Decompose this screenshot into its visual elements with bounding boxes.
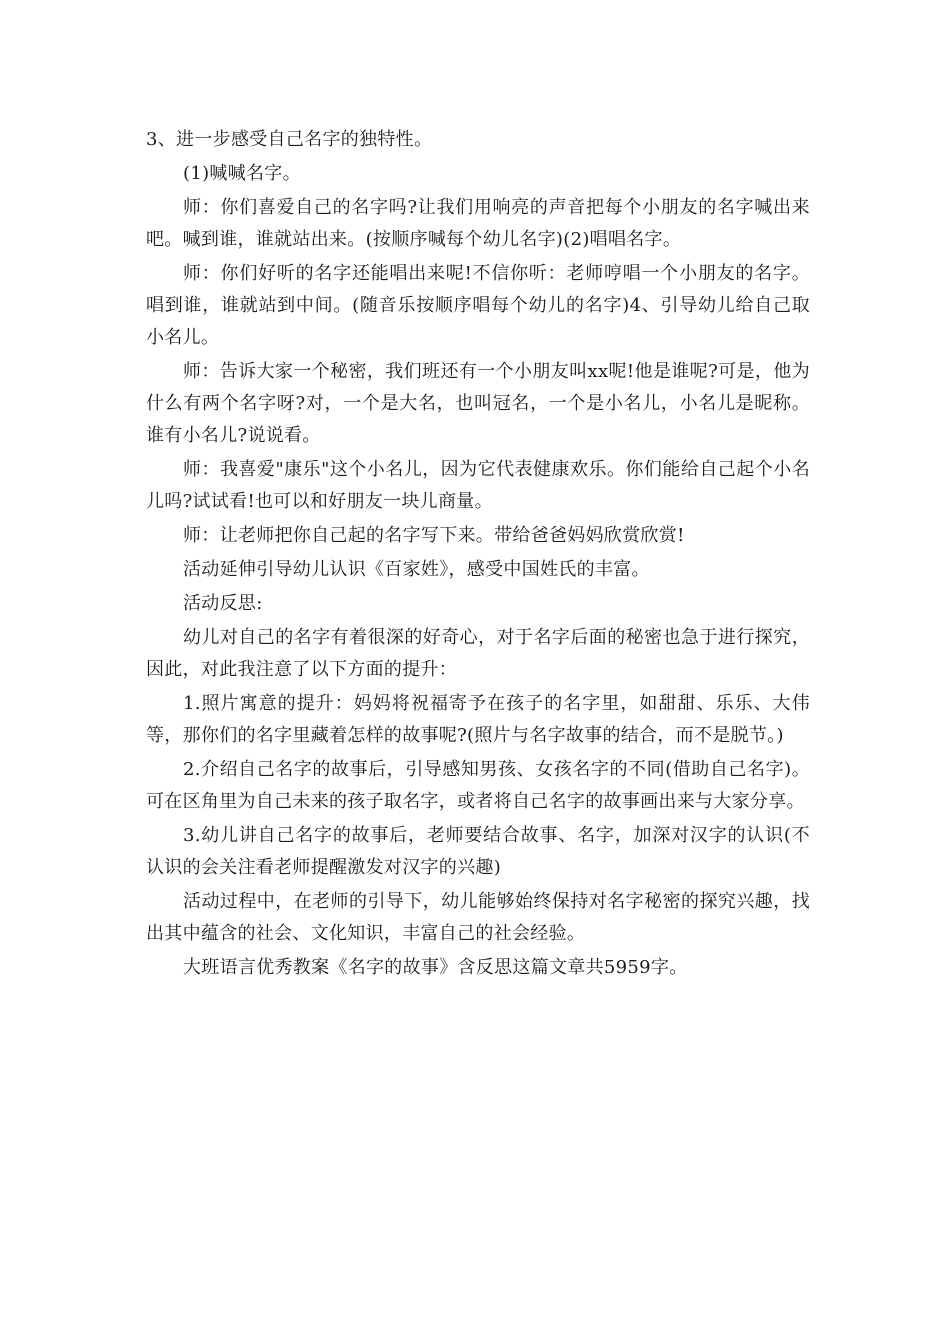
paragraph-process-summary: 活动过程中，在老师的引导下，幼儿能够始终保持对名字秘密的探究兴趣，找出其中蕴含的社会、文化知识，丰富自己的社会经验。	[146, 891, 810, 944]
paragraph-teacher-write: 师：让老师把你自己起的名字写下来。带给爸爸妈妈欣赏欣赏!	[183, 525, 685, 546]
paragraph-reflection-intro: 幼儿对自己的名字有着很深的好奇心，对于名字后面的秘密也急于进行探究，因此，对此我注意了以下方面的提升：	[146, 627, 810, 680]
paragraph-extension: 活动延伸引导幼儿认识《百家姓》，感受中国姓氏的丰富。	[183, 559, 650, 580]
paragraph-teacher-sing: 师：你们好听的名字还能唱出来呢!不信你听：老师哼唱一个小朋友的名字。唱到谁，谁就站到中间。(随音乐按顺序唱每个幼儿的名字)4、引导幼儿给自己取小名儿。	[146, 263, 810, 348]
paragraph-teacher-nickname: 师：我喜爱"康乐"这个小名儿，因为它代表健康欢乐。你们能给自己起个小名儿吗?试试看!也可以和好朋友一块儿商量。	[146, 459, 810, 512]
paragraph-reflection-heading: 活动反思:	[183, 593, 263, 614]
paragraph-call-names: (1)喊喊名字。	[183, 163, 301, 184]
paragraph-word-count: 大班语言优秀教案《名字的故事》含反思这篇文章共5959字。	[183, 957, 688, 978]
paragraph-reflection-1: 1.照片寓意的提升：妈妈将祝福寄予在孩子的名字里，如甜甜、乐乐、大伟等，那你们的名字里藏着怎样的故事呢?(照片与名字故事的结合，而不是脱节。)	[146, 693, 810, 746]
paragraph-reflection-3: 3.幼儿讲自己名字的故事后，老师要结合故事、名字，加深对汉字的认识(不认识的会关注看老师提醒激发对汉字的兴趣)	[146, 825, 810, 878]
paragraph-reflection-2: 2.介绍自己名字的故事后，引导感知男孩、女孩名字的不同(借助自己名字)。可在区角里为自己未来的孩子取名字，或者将自己名字的故事画出来与大家分享。	[146, 759, 810, 812]
paragraph-teacher-call: 师：你们喜爱自己的名字吗?让我们用响亮的声音把每个小朋友的名字喊出来吧。喊到谁，谁就站出来。(按顺序喊每个幼儿名字)(2)唱唱名字。	[146, 197, 810, 250]
document-body	[146, 124, 810, 986]
paragraph-teacher-secret: 师：告诉大家一个秘密，我们班还有一个小朋友叫xx呢!他是谁呢?可是，他为什么有两个名字呀?对，一个是大名，也叫冠名，一个是小名儿，小名儿是昵称。谁有小名儿?说说看。	[146, 361, 810, 446]
paragraph-step-3-heading: 3、进一步感受自己名字的独特性。	[146, 129, 433, 150]
